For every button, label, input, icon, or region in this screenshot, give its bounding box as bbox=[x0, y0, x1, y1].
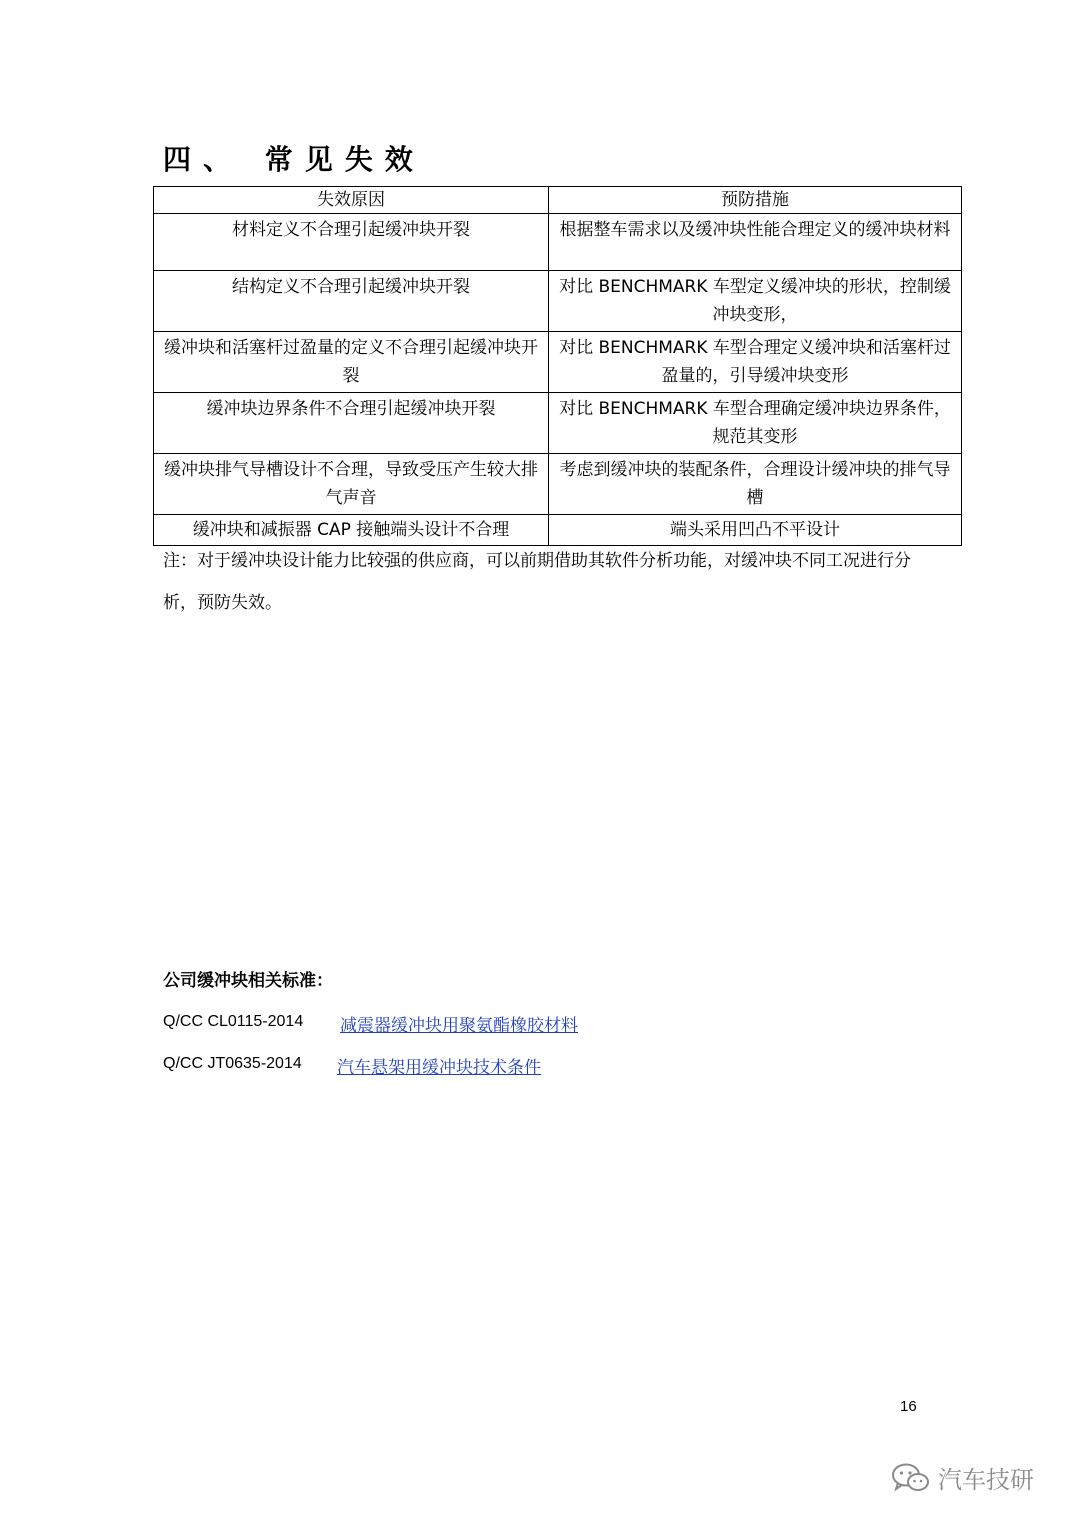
table-row bbox=[154, 214, 962, 271]
table-row bbox=[154, 271, 962, 332]
failure-table bbox=[153, 186, 962, 546]
cause-cell: 缓冲块排气导槽设计不合理，导致受压产生较大排气声音 bbox=[154, 454, 549, 515]
table-header-row bbox=[154, 187, 962, 214]
note-paragraph: 注：对于缓冲块设计能力比较强的供应商，可以前期借助其软件分析功能，对缓冲块不同工况进行分析，预防失效。 bbox=[163, 551, 911, 613]
prevention-cell: 对比 BENCHMARK 车型定义缓冲块的形状，控制缓冲块变形， bbox=[549, 271, 962, 332]
table-row bbox=[154, 332, 962, 393]
header-cause: 失效原因 bbox=[154, 187, 549, 214]
wechat-icon bbox=[890, 1461, 930, 1495]
header-prevention: 预防措施 bbox=[549, 187, 962, 214]
table-row bbox=[154, 393, 962, 454]
cause-cell: 缓冲块和减振器 CAP 接触端头设计不合理 bbox=[154, 515, 549, 546]
cause-cell: 缓冲块和活塞杆过盈量的定义不合理引起缓冲块开裂 bbox=[154, 332, 549, 393]
standard-code: Q/CC CL0115-2014 bbox=[163, 1013, 304, 1030]
standard-item bbox=[163, 1055, 302, 1073]
page-number: 16 bbox=[900, 1398, 917, 1415]
watermark-text: 汽车技研 bbox=[938, 1466, 1034, 1494]
standards-heading: 公司缓冲块相关标准： bbox=[163, 971, 333, 991]
standard-link[interactable]: 汽车悬架用缓冲块技术条件 bbox=[337, 1058, 541, 1078]
cause-cell: 结构定义不合理引起缓冲块开裂 bbox=[154, 271, 549, 332]
prevention-cell: 对比 BENCHMARK 车型合理定义缓冲块和活塞杆过盈量的，引导缓冲块变形 bbox=[549, 332, 962, 393]
cause-cell: 材料定义不合理引起缓冲块开裂 bbox=[154, 214, 549, 271]
standard-code: Q/CC JT0635-2014 bbox=[163, 1055, 302, 1072]
prevention-cell: 对比 BENCHMARK 车型合理确定缓冲块边界条件，规范其变形 bbox=[549, 393, 962, 454]
standard-link[interactable]: 减震器缓冲块用聚氨酯橡胶材料 bbox=[340, 1016, 578, 1036]
prevention-cell: 根据整车需求以及缓冲块性能合理定义的缓冲块材料 bbox=[549, 214, 962, 271]
cause-cell: 缓冲块边界条件不合理引起缓冲块开裂 bbox=[154, 393, 549, 454]
prevention-cell: 端头采用凹凸不平设计 bbox=[549, 515, 962, 546]
watermark bbox=[890, 1460, 1034, 1495]
prevention-cell: 考虑到缓冲块的装配条件，合理设计缓冲块的排气导槽 bbox=[549, 454, 962, 515]
section-title: 四、 常见失效 bbox=[163, 143, 425, 176]
standard-item bbox=[163, 1013, 303, 1031]
table-row bbox=[154, 454, 962, 515]
